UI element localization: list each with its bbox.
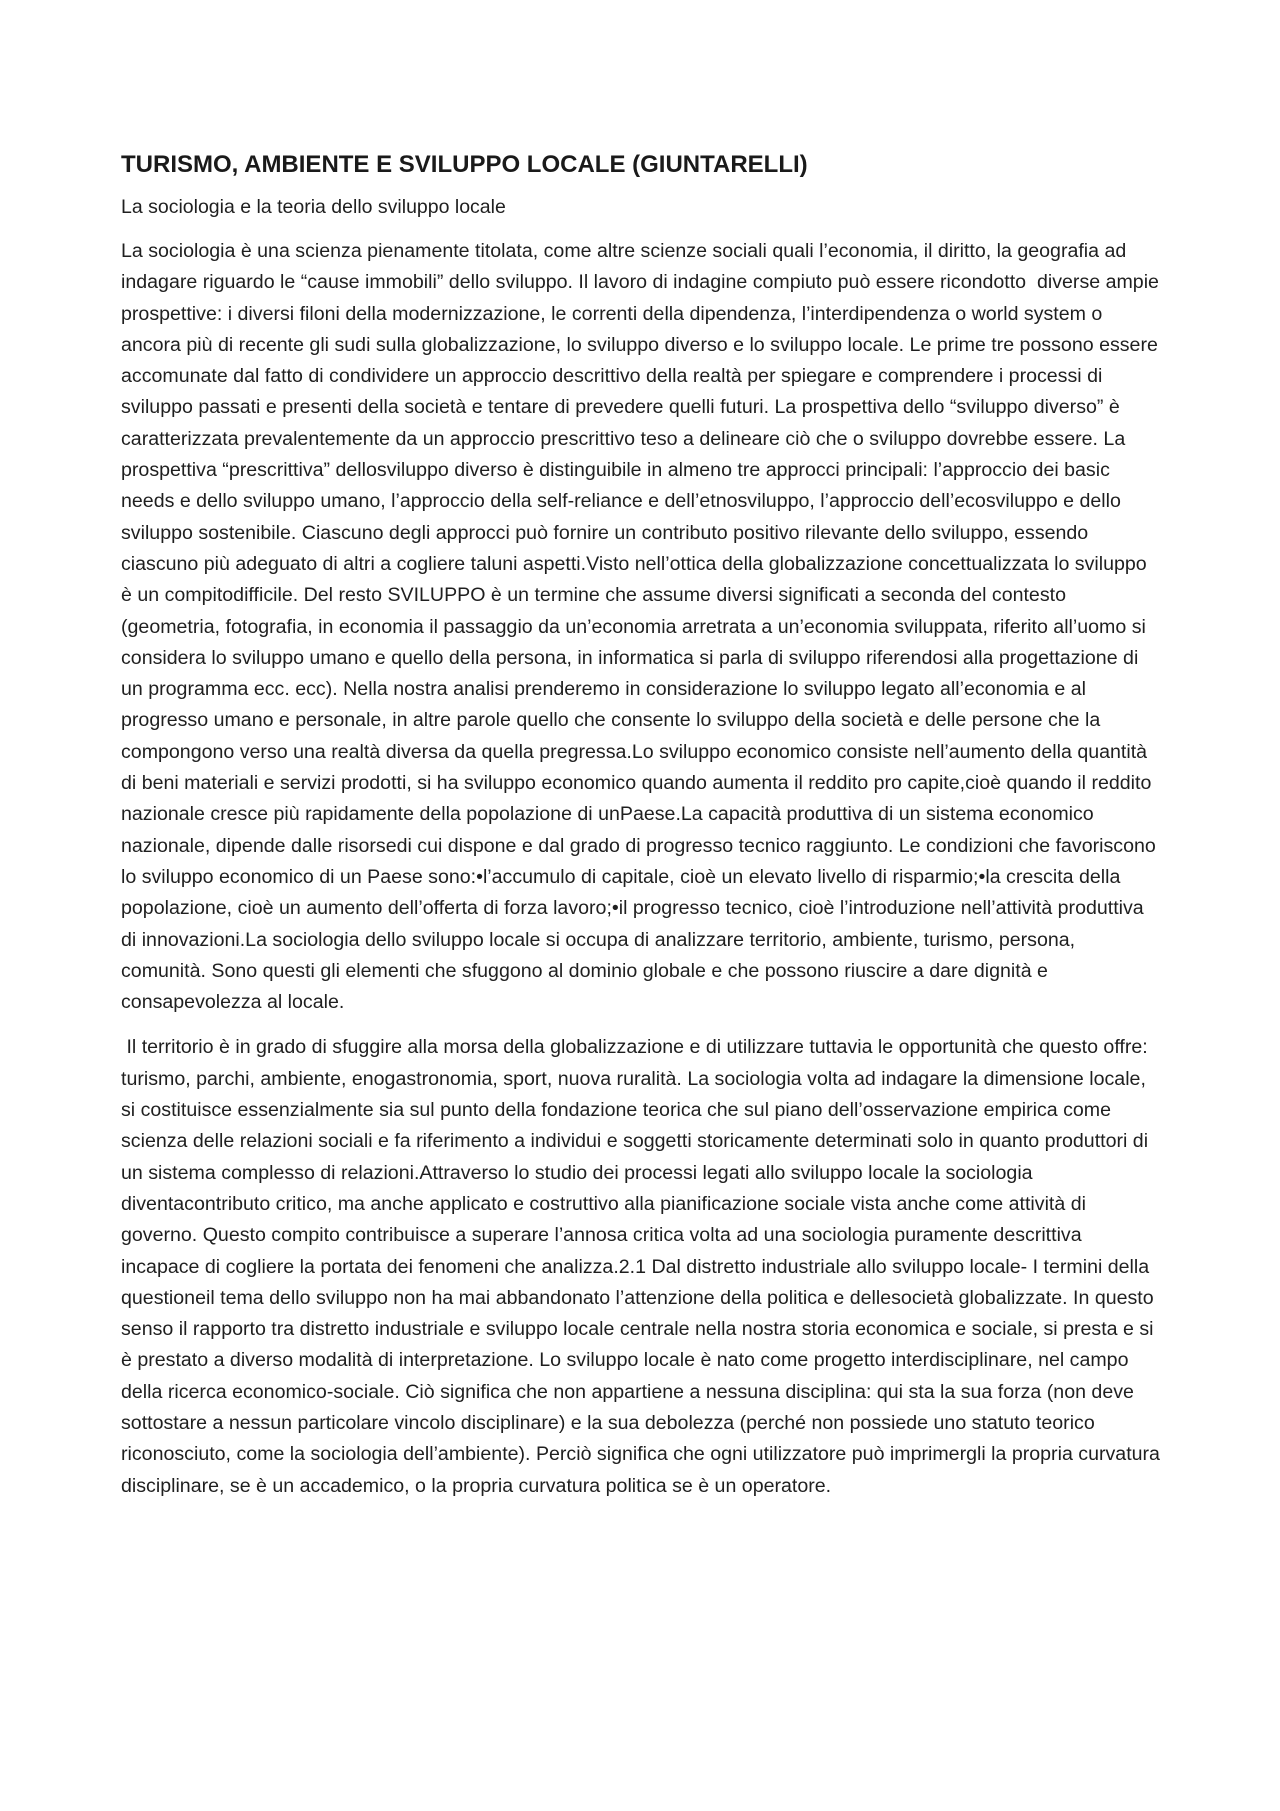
paragraph-2: Il territorio è in grado di sfuggire alla morsa della globalizzazione e di utilizzare tuttavia le opportunità che questo offre: turismo, parchi, ambiente, enogastronomia, sport, nuova ruralità. La sociologia volta ad indagare la dimensione locale, si costituisce essenzialmente sia sul punto della fondazione teorica che sul piano dell’osservazione empirica come scienza delle relazioni sociali e fa riferimento a individui e soggetti storicamente determinati solo in quanto produttori di un sistema complesso di relazioni.Attraverso lo studio dei processi legati allo sviluppo locale la sociologia diventacontributo critico, ma anche applicato e costruttivo alla pianificazione sociale vista anche come attività di governo. Questo compito contribuisce a superare l’annosa critica volta ad una sociologia puramente descrittiva incapace di cogliere la portata dei fenomeni che analizza.2.1 Dal distretto industriale allo sviluppo locale- I termini della questioneil tema dello sviluppo non ha mai abbandonato l’attenzione della politica e dellesocietà globalizzate. In questo senso il rapporto tra distretto industriale e sviluppo locale centrale nella nostra storia economica e sociale, si presta e si è prestato a diverso modalità di interpretazione. Lo sviluppo locale è nato come progetto interdisciplinare, nel campo della ricerca economico-sociale. Ciò significa che non appartiene a nessuna disciplina: qui sta la sua forza (non deve sottostare a nessun particolare vincolo disciplinare) e la sua debolezza (perché non possiede uno statuto teorico riconosciuto, come la sociologia dell’ambiente). Perciò significa che ogni utilizzatore può imprimergli la propria curvatura disciplinare, se è un accademico, o la propria curvatura politica se è un operatore. bbox=[121, 1036, 1166, 1497]
document-body bbox=[121, 150, 1166, 1516]
document-title: TURISMO, AMBIENTE E SVILUPPO LOCALE (GIUNTARELLI) bbox=[121, 151, 808, 178]
paragraph-1: La sociologia è una scienza pienamente titolata, come altre scienze sociali quali l’economia, il diritto, la geografia ad indagare riguardo le “cause immobili” dello sviluppo. Il lavoro di indagine compiuto può essere ricondotto diverse ampie prospettive: i diversi filoni della modernizzazione, le correnti della dipendenza, l’interdipendenza o world system o ancora più di recente gli sudi sulla globalizzazione, lo sviluppo diverso e lo sviluppo locale. Le prime tre possono essere accomunate dal fatto di condividere un approccio descrittivo della realtà per spiegare e comprendere i processi di sviluppo passati e presenti della società e tentare di prevedere quelli futuri. La prospettiva dello “sviluppo diverso” è caratterizzata prevalentemente da un approccio prescrittivo teso a delineare ciò che o sviluppo dovrebbe essere. La prospettiva “prescrittiva” dellosviluppo diverso è distinguibile in almeno tre approcci principali: l’approccio dei basic needs e dello sviluppo umano, l’approccio della self-reliance e dell’etnosviluppo, l’approccio dell’ecosviluppo e dello sviluppo sostenibile. Ciascuno degli approcci può fornire un contributo positivo rilevante dello sviluppo, essendo ciascuno più adeguato di altri a cogliere taluni aspetti.Visto nell’ottica della globalizzazione concettualizzata lo sviluppo è un compitodifficile. Del resto SVILUPPO è un termine che assume diversi significati a seconda del contesto (geometria, fotografia, in economia il passaggio da un’economia arretrata a un’economia sviluppata, riferito all’uomo si considera lo sviluppo umano e quello della persona, in informatica si parla di sviluppo riferendosi alla progettazione di un programma ecc. ecc). Nella nostra analisi prenderemo in considerazione lo sviluppo legato all’economia e al progresso umano e personale, in altre parole quello che consente lo sviluppo della società e delle persone che la compongono verso una realtà diversa da quella pregressa.Lo sviluppo economico consiste nell’aumento della quantità di beni materiali e servizi prodotti, si ha sviluppo economico quando aumenta il reddito pro capite,cioè quando il reddito nazionale cresce più rapidamente della popolazione di unPaese.La capacità produttiva di un sistema economico nazionale, dipende dalle risorsedi cui dispone e dal grado di progresso tecnico raggiunto. Le condizioni che favoriscono lo sviluppo economico di un Paese sono:•l’accumulo di capitale, cioè un elevato livello di risparmio;•la crescita della popolazione, cioè un aumento dell’offerta di forza lavoro;•il progresso tecnico, cioè l’introduzione nell’attività produttiva di innovazioni.La sociologia dello sviluppo locale si occupa di analizzare territorio, ambiente, turismo, persona, comunità. Sono questi gli elementi che sfuggono al dominio globale e che possono riuscire a dare dignità e consapevolezza al locale. bbox=[121, 240, 1165, 1014]
section-subtitle: La sociologia e la teoria dello sviluppo locale bbox=[121, 196, 506, 218]
